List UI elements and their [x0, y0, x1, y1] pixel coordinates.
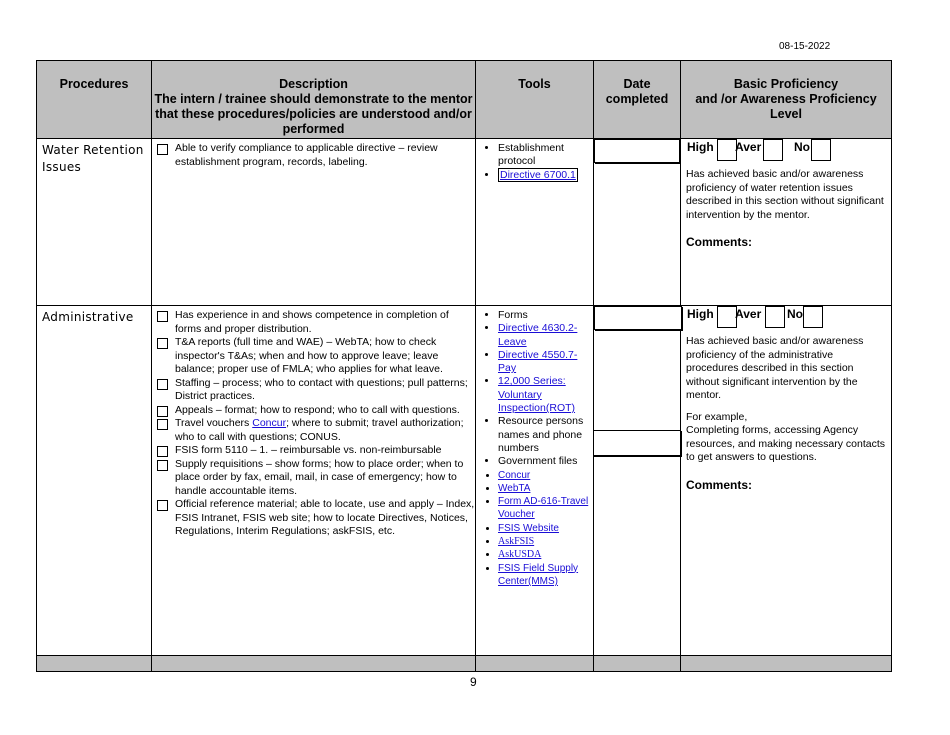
checkbox[interactable] — [157, 338, 168, 349]
table-row — [37, 139, 892, 306]
webta-link[interactable]: WebTA — [498, 482, 531, 494]
col-procedures: Procedures — [37, 61, 152, 139]
example-label: For example, — [686, 410, 748, 423]
list-item: T&A reports (full time and WAE) – WebTA; how to check inspector's T&As; when and how to approve leave; leave balance; proper use of FMLA; who applies for what leave. — [156, 336, 475, 377]
checkbox[interactable] — [157, 406, 168, 417]
high-checkbox[interactable] — [717, 139, 737, 161]
col-description: Description The intern / trainee should demonstrate to the mentor that these procedures/policies are understood and/or performed — [152, 61, 476, 139]
concur-tool-link[interactable]: Concur — [498, 469, 531, 481]
high-checkbox[interactable] — [717, 306, 737, 328]
aver-checkbox[interactable] — [763, 139, 783, 161]
list-item: Has experience in and shows competence in completion of forms and proper distribution. — [156, 309, 475, 336]
list-item: Appeals – format; how to respond; who to call with questions. — [156, 404, 475, 418]
checkbox[interactable] — [157, 144, 168, 155]
no-checkbox[interactable] — [811, 139, 831, 161]
askusda-link[interactable]: AskUSDA — [498, 549, 542, 561]
level-selector: High Aver No — [686, 308, 887, 330]
header-date: 08-15-2022 — [779, 41, 831, 52]
aver-checkbox[interactable] — [765, 306, 785, 328]
directive-4550-link[interactable]: Directive 4550.7-Pay — [498, 348, 578, 375]
procedure-water-retention: Water Retention Issues — [37, 139, 152, 306]
checkbox[interactable] — [157, 311, 168, 322]
list-item: Supply requisitions – show forms; how to place order; when to place order by fax, email, mail, in case of emergency; how to handle accountable items. — [156, 458, 475, 499]
list-item: Staffing – process; who to contact with questions; pull patterns; District practices. — [156, 377, 475, 404]
no-checkbox[interactable] — [803, 306, 823, 328]
list-item: FSIS form 5110 – 1. – reimbursable vs. non-reimbursable — [156, 444, 475, 458]
tool-item: • Government files — [498, 455, 593, 468]
list-item: Official reference material; able to locate, use and apply – Index, FSIS Intranet, FSIS web site; how to locate Directives, Notices, Regulations, Interim Regulations; askFSIS, etc. — [156, 498, 475, 539]
date-input[interactable] — [594, 306, 682, 330]
level-selector: High Aver No — [686, 141, 887, 163]
fsis-website-link[interactable]: FSIS Website — [498, 522, 559, 534]
directive-6700-link[interactable]: Directive 6700.1 — [500, 168, 576, 181]
tool-item: • Forms — [498, 309, 593, 322]
comments-label: Comments: — [686, 235, 753, 249]
checkbox[interactable] — [157, 379, 168, 390]
date-input[interactable] — [594, 139, 680, 163]
checkbox[interactable] — [157, 446, 168, 457]
col-date: Date completed — [594, 61, 681, 139]
concur-link[interactable]: Concur — [252, 417, 287, 429]
askfsis-link[interactable]: AskFSIS — [498, 536, 535, 548]
list-item: Able to verify compliance to applicable directive – review establishment program, records, labeling. — [156, 142, 475, 169]
date-input[interactable] — [593, 430, 681, 456]
page-number: 9 — [470, 675, 477, 689]
checkbox[interactable] — [157, 460, 168, 471]
procedures-table — [36, 60, 892, 672]
procedure-administrative: Administrative — [37, 306, 152, 656]
form-ad616-link[interactable]: Form AD-616-Travel Voucher — [498, 496, 589, 521]
comments-label: Comments: — [686, 477, 753, 492]
checkbox[interactable] — [157, 500, 168, 511]
example-text: Completing forms, accessing Agency resources, and making necessary contacts to get answers to questions. — [686, 424, 886, 463]
table-row — [37, 306, 892, 656]
tool-item: • Resource persons names and phone numbers — [498, 415, 593, 455]
tool-item — [498, 169, 593, 182]
field-supply-link[interactable]: FSIS Field Supply Center(MMS) — [498, 562, 579, 587]
directive-4630-link[interactable]: Directive 4630.2-Leave — [498, 322, 578, 348]
table-footer-row — [37, 656, 892, 672]
col-tools: Tools — [476, 61, 594, 139]
proficiency-text: Has achieved basic and/or awareness proficiency of water retention issues described in this section without significant intervention by the mentor. — [686, 168, 884, 221]
tool-item: • Establishment protocol — [498, 142, 593, 169]
list-item: Travel vouchers Concur; where to submit; travel authorization; who to call with questions; CONUS. — [156, 417, 475, 444]
col-proficiency: Basic Proficiency and /or Awareness Proficiency Level — [681, 61, 892, 139]
series-12000-link[interactable]: 12,000 Series: Voluntary Inspection(ROT) — [498, 375, 576, 415]
checkbox[interactable] — [157, 419, 168, 430]
proficiency-text: Has achieved basic and/or awareness proficiency of the administrative procedures described in this section without significant intervention by the mentor. — [686, 335, 864, 401]
